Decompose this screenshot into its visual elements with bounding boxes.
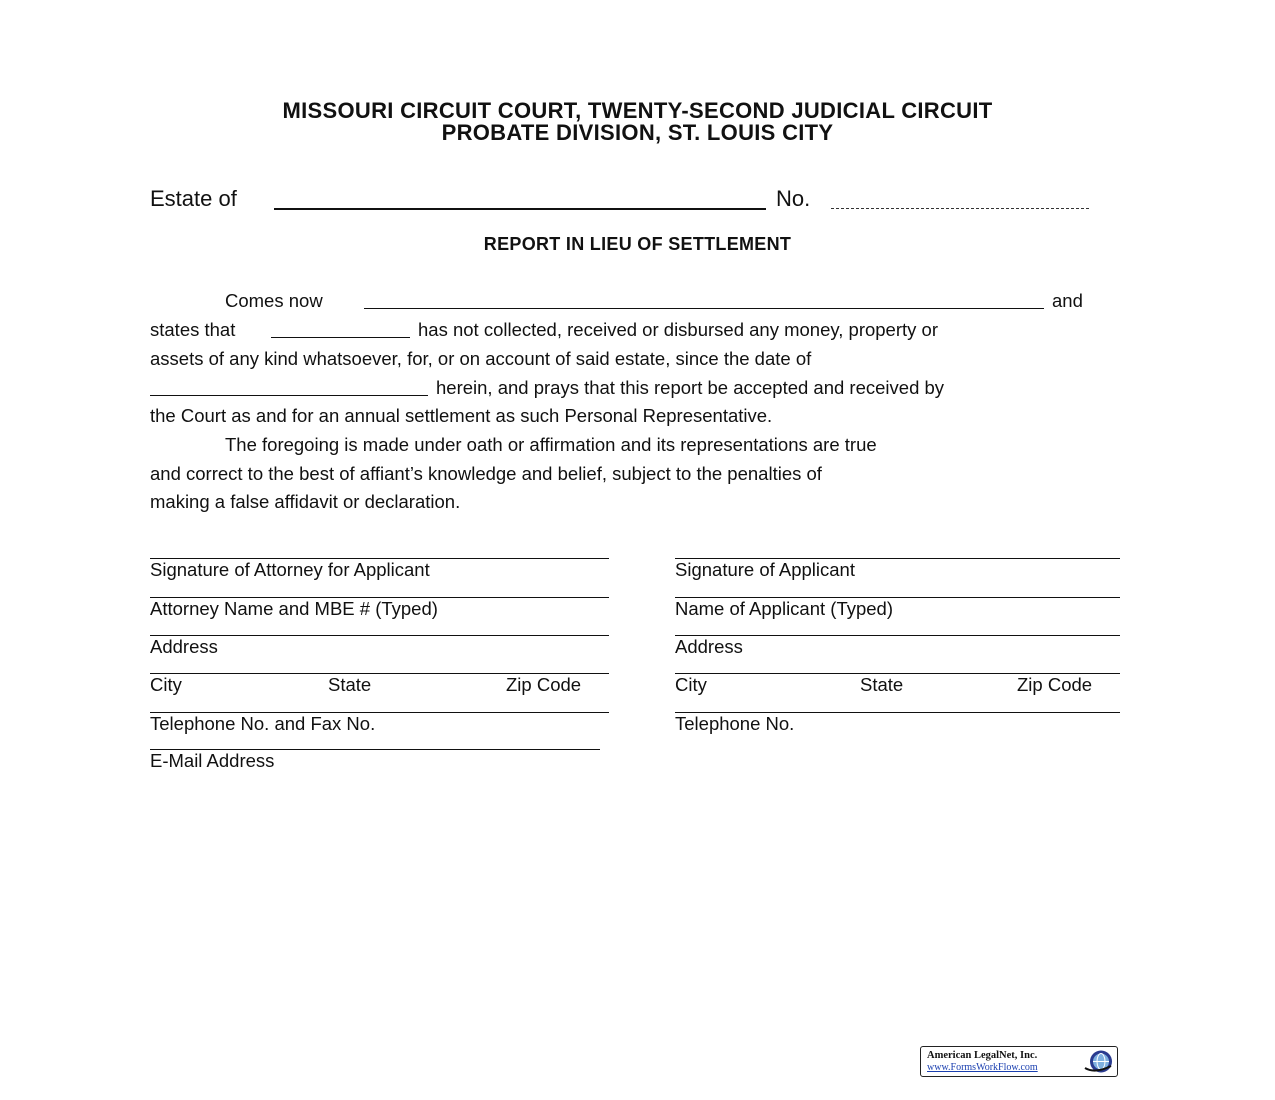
estate-name-field[interactable]: [274, 208, 766, 210]
attorney-state-label: State: [328, 674, 372, 695]
division-heading: PROBATE DIVISION, ST. LOUIS CITY: [441, 120, 834, 145]
body-line-6: [150, 433, 1130, 457]
applicant-signature-label: Signature of Applicant: [675, 559, 855, 580]
pronoun-field[interactable]: [271, 337, 410, 338]
publisher-name: American LegalNet, Inc.: [927, 1050, 1038, 1061]
attorney-address-field[interactable]: [150, 635, 609, 636]
estate-row: [150, 186, 1100, 216]
attorney-name-label: Attorney Name and MBE # (Typed): [150, 598, 438, 619]
attorney-zip-label: Zip Code: [506, 674, 582, 695]
court-name-heading: MISSOURI CIRCUIT COURT, TWENTY-SECOND JUDICIAL CIRCUIT: [282, 98, 993, 123]
assets-text: assets of any kind whatsoever, for, or on account of said estate, since the date of: [150, 348, 812, 369]
body-line-8: [150, 490, 1130, 514]
attorney-signature-label: Signature of Attorney for Applicant: [150, 559, 430, 580]
publisher-url-link[interactable]: www.FormsWorkFlow.com: [927, 1062, 1038, 1073]
body-line-2: [150, 318, 1130, 342]
attorney-email-label: E-Mail Address: [150, 750, 275, 771]
body-line-7: [150, 462, 1130, 486]
attorney-phone-label: Telephone No. and Fax No.: [150, 713, 376, 734]
appointment-date-field[interactable]: [150, 395, 428, 396]
affidavit-text: making a false affidavit or declaration.: [150, 491, 461, 512]
states-that-text: states that: [150, 319, 236, 340]
body-line-4: [150, 376, 1130, 400]
applicant-city-label: City: [675, 674, 707, 695]
applicant-address-label: Address: [675, 636, 743, 657]
herein-text: herein, and prays that this report be accepted and received by: [436, 377, 945, 398]
attorney-city-label: City: [150, 674, 182, 695]
form-title: REPORT IN LIEU OF SETTLEMENT: [483, 234, 792, 254]
body-line-3: [150, 347, 1130, 371]
annual-settlement-text: the Court as and for an annual settlement as such Personal Representative.: [150, 405, 773, 426]
body-line-1: [150, 289, 1120, 313]
representative-name-field[interactable]: [364, 308, 1044, 309]
applicant-name-label: Name of Applicant (Typed): [675, 598, 893, 619]
publisher-logo[interactable]: [920, 1046, 1118, 1077]
comes-now-text: Comes now: [225, 290, 323, 311]
estate-of-label: Estate of: [150, 186, 237, 211]
case-no-label: No.: [776, 186, 811, 211]
applicant-phone-label: Telephone No.: [675, 713, 795, 734]
not-collected-text: has not collected, received or disbursed any money, property or: [418, 319, 938, 340]
globe-icon: [1081, 1048, 1115, 1075]
knowledge-text: and correct to the best of affiant’s knowledge and belief, subject to the penalties of: [150, 463, 822, 484]
attorney-address-label: Address: [150, 636, 218, 657]
applicant-state-label: State: [860, 674, 904, 695]
and-text: and: [1052, 290, 1083, 311]
case-number-field[interactable]: [831, 208, 1089, 209]
oath-text: The foregoing is made under oath or affirmation and its representations are true: [225, 434, 877, 455]
applicant-zip-label: Zip Code: [1017, 674, 1093, 695]
body-line-5: [150, 404, 1130, 428]
